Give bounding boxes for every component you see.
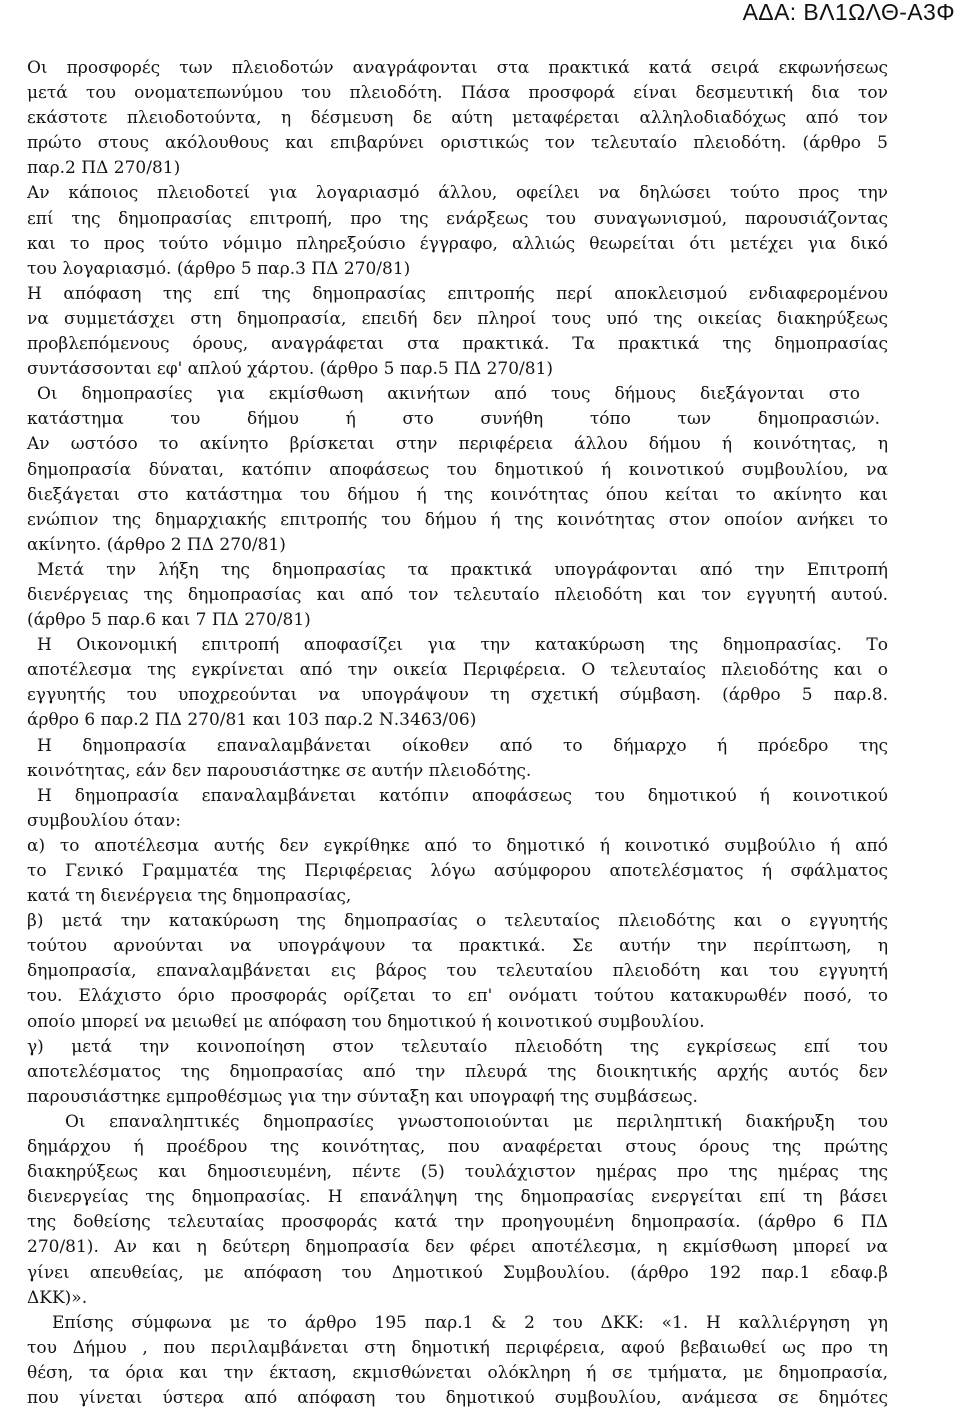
text-line: β) μετά την κατακύρωση της δημοπρασίας ο τελευταίος πλειοδότης και ο εγγυητής — [27, 911, 888, 932]
text-line: να συμμετάσχει στη δημοπρασία, επειδή δεν πληροί τους υπό της οικείας διακηρύξεως — [27, 308, 888, 329]
text-line: του Δήμου , που περιλαμβάνεται στη δημοτική περιφέρεια, αφού βεβαιωθεί ως προ τη — [27, 1337, 888, 1358]
paragraph — [27, 432, 888, 557]
paragraph — [27, 56, 888, 181]
text-line: και το προς τούτο νόμιμο πληρεξούσιο έγγραφο, αλλιώς θεωρείται ότι μετέχει για δικό — [27, 233, 888, 254]
text-line: κατάστημα του δήμου ή στο συνήθη τόπο των δημοπρασιών. — [27, 409, 880, 430]
text-line: του. Ελάχιστο όριο προσφοράς ορίζεται το επ' ονόματι τούτου κατακυρωθέν ποσό, το — [27, 986, 888, 1007]
text-line: τούτου αρνούνται να υπογράψουν τα πρακτικά. Σε αυτήν την περίπτωση, η — [27, 936, 888, 957]
text-line: α) το αποτέλεσμα αυτής δεν εγκρίθηκε από το δημοτικό ή κοινοτικό συμβούλιο ή από — [27, 835, 888, 856]
paragraph — [27, 282, 888, 382]
text-line: 270/81). Αν και η δεύτερη δημοπρασία δεν φέρει αποτέλεσμα, η εκμίσθωση μπορεί να — [27, 1237, 888, 1258]
text-line: που γίνεται ύστερα από απόφαση του δημοτικού συμβουλίου, ανάμεσα σε δημότες — [27, 1387, 888, 1408]
text-line: κοινότητας, εάν δεν παρουσιάστηκε σε αυτήν πλειοδότης. — [27, 760, 532, 781]
list-item-b — [27, 909, 888, 1034]
text-line: παρουσιάστηκε εμπροθέσμως για την σύνταξη και υπογραφή της συμβάσεως. — [27, 1086, 698, 1107]
text-line: δημοπρασία δύναται, κατόπιν αποφάσεως του δημοτικού ή κοινοτικού συμβουλίου, να — [27, 459, 888, 480]
text-line: Η δημοπρασία επαναλαμβάνεται οίκοθεν από το δήμαρχο ή πρόεδρο της — [37, 735, 888, 756]
text-line: Αν ωστόσο το ακίνητο βρίσκεται στην περιφέρεια άλλου δήμου ή κοινότητας, η — [27, 434, 888, 455]
text-line: ΔΚΚ)». — [27, 1287, 88, 1308]
text-line: προβλεπόμενους όρους, αναγράφεται στα πρακτικά. Τα πρακτικά της δημοπρασίας — [27, 334, 888, 355]
text-line: Αν κάποιος πλειοδοτεί για λογαριασμό άλλου, οφείλει να δηλώσει τούτο προς την — [27, 183, 888, 204]
text-line: (άρθρο 5 παρ.6 και 7 ΠΔ 270/81) — [27, 610, 311, 631]
text-line: Η απόφαση της επί της δημοπρασίας επιτροπής περί αποκλεισμού ενδιαφερομένου — [27, 283, 888, 304]
text-line: διενεργείας της δημοπρασίας. Η επανάληψη της δημοπρασίας ενεργείται επί τη βάσει — [27, 1187, 888, 1208]
text-line: κατά τη διενέργεια της δημοπρασίας, — [27, 886, 352, 907]
text-line: Μετά την λήξη της δημοπρασίας τα πρακτικά υπογράφονται από την Επιτροπή — [37, 559, 888, 580]
text-line: συντάσσονται εφ' απλού χάρτου. (άρθρο 5 παρ.5 ΠΔ 270/81) — [27, 359, 554, 380]
paragraph — [27, 181, 888, 281]
list-item-c — [27, 1035, 888, 1110]
ada-code-header: ΑΔΑ: ΒΛ1ΩΛΘ-Α3Φ — [742, 0, 955, 25]
text-line: διεξάγεται στο κατάστημα του δήμου ή της κοινότητας όπου κείται το ακίνητο και — [27, 484, 888, 505]
list-item-a — [27, 834, 888, 909]
text-line: του λογαριασμό. (άρθρο 5 παρ.3 ΠΔ 270/81) — [27, 258, 411, 279]
text-line: διακηρύξεως και δημοσιευμένη, πέντε (5) τουλάχιστον ημέρας προ της ημέρας της — [27, 1162, 888, 1183]
text-line: παρ.2 ΠΔ 270/81) — [27, 158, 181, 179]
text-line: εγγυητής του υποχρεούνται να υπογράψουν τη σχετική σύμβαση. (άρθρο 5 παρ.8. — [27, 685, 888, 706]
paragraph — [27, 633, 888, 733]
text-line: δημάρχου ή προέδρου της κοινότητας, που αναφέρεται στους όρους της πρώτης — [27, 1137, 888, 1158]
text-line: γίνει απευθείας, με απόφαση του Δημοτικού Συμβουλίου. (άρθρο 192 παρ.1 εδαφ.β — [27, 1262, 888, 1283]
text-line: διενέργειας της δημοπρασίας και από τον τελευταίο πλειοδότη και τον εγγυητή αυτού. — [27, 584, 888, 605]
text-line: συμβουλίου όταν: — [27, 810, 181, 831]
text-line: επί της δημοπρασίας επιτροπή, προ της ενάρξεως του συναγωνισμού, παρουσιάζοντας — [27, 208, 888, 229]
paragraph — [27, 558, 888, 633]
paragraph — [27, 1110, 888, 1311]
text-line: Οι δημοπρασίες για εκμίσθωση ακινήτων από τους δήμους διεξάγονται στο — [37, 384, 860, 405]
text-line: πρώτο στους ακόλουθους και επιβαρύνει οριστικώς τον τελευταίο πλειοδότη. (άρθρο 5 — [27, 133, 888, 154]
text-line: αποτελέσματος της δημοπρασίας από την πλευρά της διοικητικής αρχής αυτός δεν — [27, 1061, 888, 1082]
text-line: ακίνητο. (άρθρο 2 ΠΔ 270/81) — [27, 534, 286, 555]
text-line: Οι επαναληπτικές δημοπρασίες γνωστοποιούνται με περιληπτική διακήρυξη του — [65, 1111, 888, 1132]
text-line: δημοπρασία, επαναλαμβάνεται εις βάρος του τελευταίου πλειοδότη και του εγγυητή — [27, 961, 888, 982]
text-line: Επίσης σύμφωνα με το άρθρο 195 παρ.1 & 2 του ΔΚΚ: «1. Η καλλιέργηση γη — [52, 1312, 888, 1333]
text-line: άρθρο 6 παρ.2 ΠΔ 270/81 και 103 παρ.2 Ν.3463/06) — [27, 710, 477, 731]
text-line: το Γενικό Γραμματέα της Περιφέρειας λόγω ασύμφορου αποτελέσματος ή σφάλματος — [27, 861, 888, 881]
text-line: γ) μετά την κοινοποίηση στον τελευταίο πλειοδότη της εγκρίσεως επί του — [27, 1036, 888, 1057]
text-line: εκάστοτε πλειοδοτούντα, η δέσμευση δε αύτη μεταφέρεται αλληλοδιαδόχως από τον — [27, 108, 888, 129]
paragraph — [27, 784, 888, 834]
text-line: Η δημοπρασία επαναλαμβάνεται κατόπιν αποφάσεως του δημοτικού ή κοινοτικού — [37, 785, 888, 806]
text-line: οποίο μπορεί να μειωθεί με απόφαση του δημοτικού ή κοινοτικού συμβουλίου. — [27, 1011, 705, 1032]
text-line: της δοθείσης τελευταίας προσφοράς κατά την προηγουμένη δημοπρασία. (άρθρο 6 ΠΔ — [27, 1212, 888, 1233]
text-line: Η Οικονομική επιτροπή αποφασίζει για την κατακύρωση της δημοπρασίας. Το — [37, 635, 888, 656]
document-body — [27, 56, 888, 1411]
paragraph — [27, 382, 888, 432]
paragraph — [27, 734, 888, 784]
text-line: αποτέλεσμα της εγκρίνεται από την οικεία Περιφέρεια. Ο τελευταίος πλειοδότης και ο — [27, 660, 888, 681]
text-line: Οι προσφορές των πλειοδοτών αναγράφονται στα πρακτικά κατά σειρά εκφωνήσεως — [27, 58, 888, 78]
text-line: μετά του ονοματεπωνύμου του πλειοδότη. Πάσα προσφορά είναι δεσμευτική δια τον — [27, 83, 888, 104]
paragraph — [27, 1311, 888, 1411]
text-line: θέση, τα όρια και την έκταση, εκμισθώνεται ολόκληρη ή σε τμήματα, με δημοπρασία, — [27, 1362, 888, 1383]
text-line: ενώπιον της δημαρχιακής επιτροπής του δήμου ή της κοινότητας στον οποίον ανήκει το — [27, 509, 888, 530]
